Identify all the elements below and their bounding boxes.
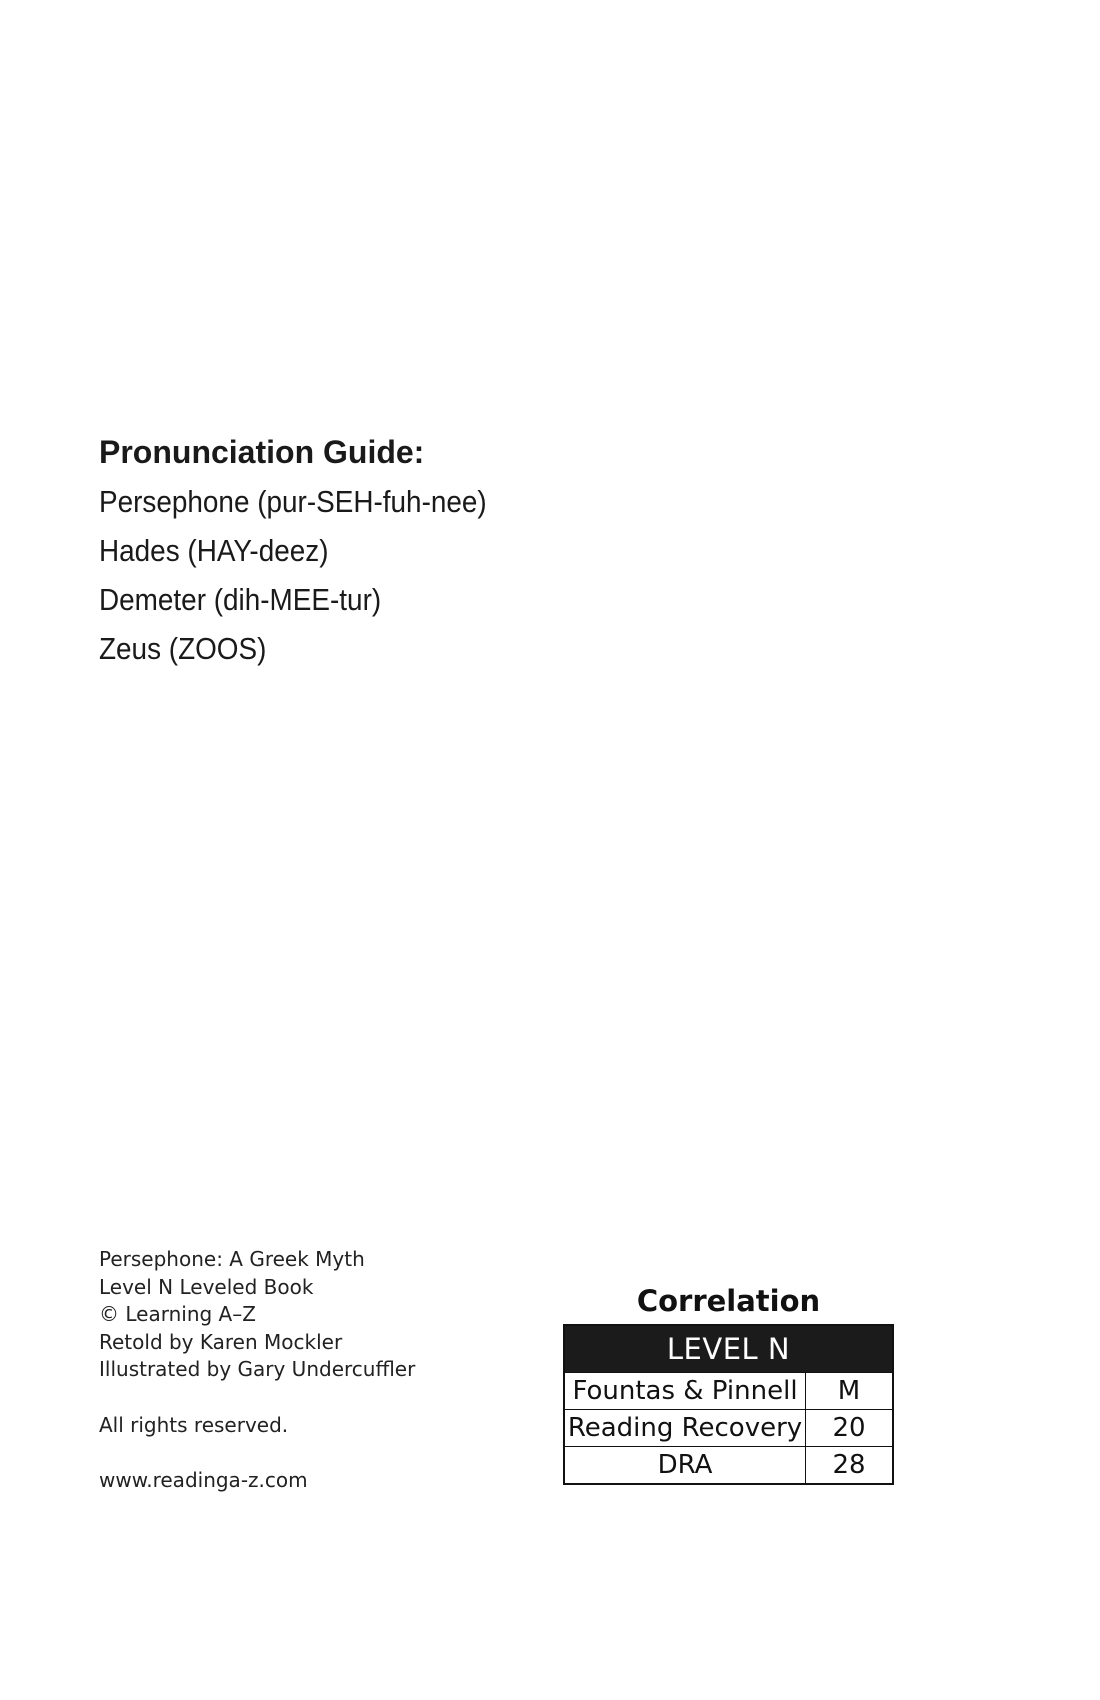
- pronunciation-entry: Zeus (ZOOS): [99, 631, 267, 666]
- website-link[interactable]: www.readinga-z.com: [99, 1468, 308, 1492]
- table-row: [564, 1373, 893, 1410]
- pronunciation-guide-title: Pronunciation Guide:: [99, 434, 425, 470]
- system-value: 28: [806, 1447, 894, 1485]
- correlation-title: Correlation: [636, 1284, 821, 1318]
- book-title: Persephone: A Greek Myth: [99, 1247, 365, 1271]
- system-value: M: [806, 1373, 894, 1410]
- pronunciation-entry: Hades (HAY-deez): [99, 533, 329, 568]
- level-header: LEVEL N: [564, 1325, 893, 1373]
- correlation-table: [563, 1324, 894, 1485]
- system-name: Fountas & Pinnell: [564, 1373, 806, 1410]
- table-row: [564, 1447, 893, 1485]
- pronunciation-guide: [99, 432, 530, 678]
- credits-block: [99, 1246, 415, 1495]
- retold-by: Retold by Karen Mockler: [99, 1329, 343, 1354]
- pronunciation-entry: Persephone (pur-SEH-fuh-nee): [99, 484, 487, 519]
- table-row: [564, 1410, 893, 1447]
- pronunciation-entry: Demeter (dih-MEE-tur): [99, 582, 382, 617]
- illustrated-by: Illustrated by Gary Undercuffler: [99, 1357, 416, 1381]
- system-name: Reading Recovery: [564, 1410, 806, 1447]
- correlation-box: [563, 1283, 894, 1485]
- book-level: Level N Leveled Book: [99, 1274, 314, 1299]
- rights-notice: All rights reserved.: [99, 1412, 289, 1437]
- copyright: © Learning A–Z: [99, 1302, 256, 1326]
- system-name: DRA: [564, 1447, 806, 1485]
- system-value: 20: [806, 1410, 894, 1447]
